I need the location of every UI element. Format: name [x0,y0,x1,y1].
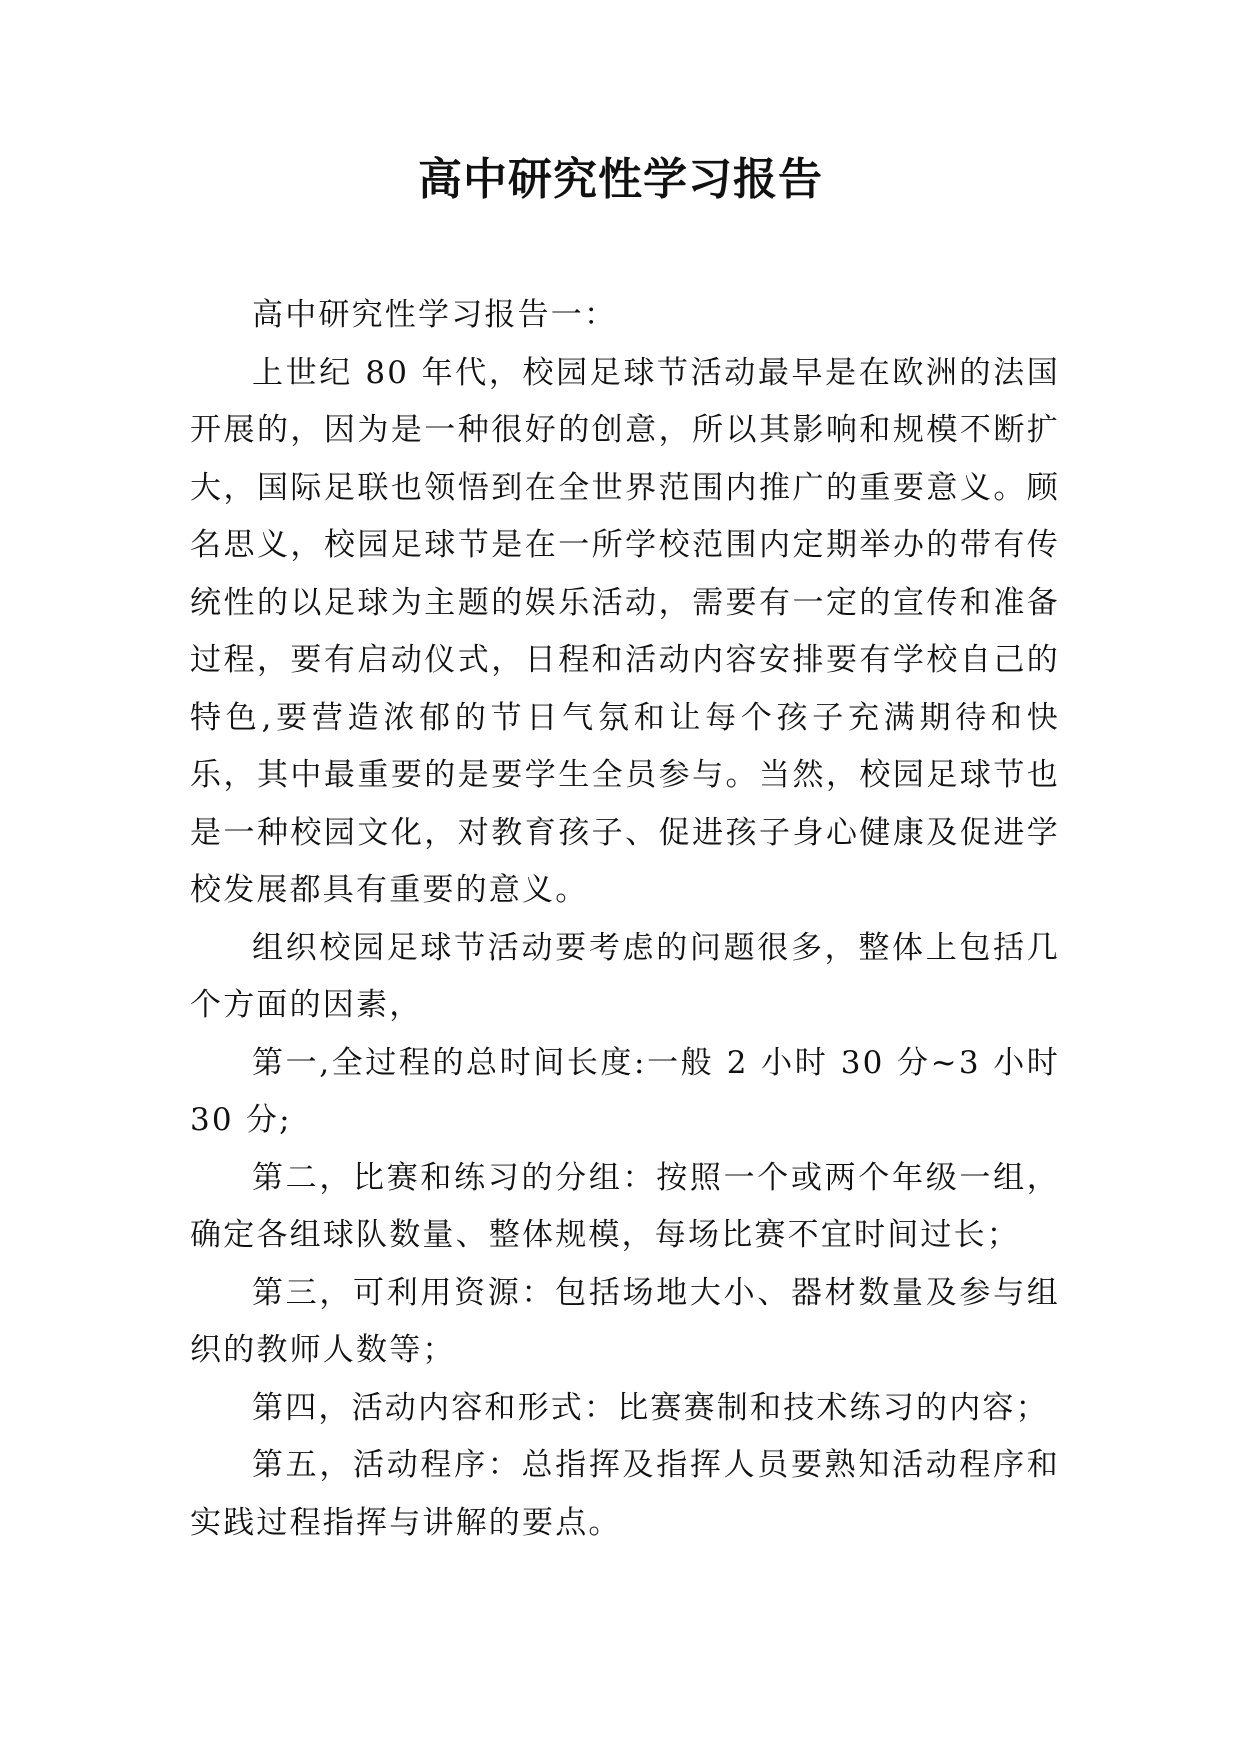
section-heading: 高中研究性学习报告一： [252,297,618,333]
paragraph-intro: 上世纪 80 年代，校园足球节活动最早是在欧洲的法国开展的，因为是一种很好的创意，所以其影响和规模不断扩大，国际足联也领悟到在全世界范围内推广的重要意义。顾名思义，校园足球节是在一所学校范围内定期举办的带有传统性的以足球为主题的娱乐活动，需要有一定的宣传和准备过程，要有启动仪式，日程和活动内容安排要有学校自己的特色,要营造浓郁的节日气氛和让每个孩子充满期待和快乐，其中最重要的是要学生全员参与。当然，校园足球节也是一种校园文化，对教育孩子、促进孩子身心健康及促进学校发展都具有重要的意义。 [190,354,1060,908]
paragraph-point-5: 第五，活动程序：总指挥及指挥人员要熟知活动程序和实践过程指挥与讲解的要点。 [190,1447,1060,1541]
paragraph-point-1: 第一,全过程的总时间长度:一般 2 小时 30 分~3 小时 30 分; [190,1044,1060,1138]
paragraph-point-4: 第四，活动内容和形式：比赛赛制和技术练习的内容； [252,1389,1049,1426]
paragraph-point-3: 第三，可利用资源：包括场地大小、器材数量及参与组织的教师人数等； [190,1274,1060,1368]
paragraph-factors: 组织校园足球节活动要考虑的问题很多，整体上包括几个方面的因素， [190,929,1060,1023]
paragraph-point-2: 第二，比赛和练习的分组：按照一个或两个年级一组，确定各组球队数量、整体规模，每场比赛不宜时间过长； [190,1159,1060,1253]
document-body [190,287,1060,1552]
document-title: 高中研究性学习报告 [418,154,823,205]
